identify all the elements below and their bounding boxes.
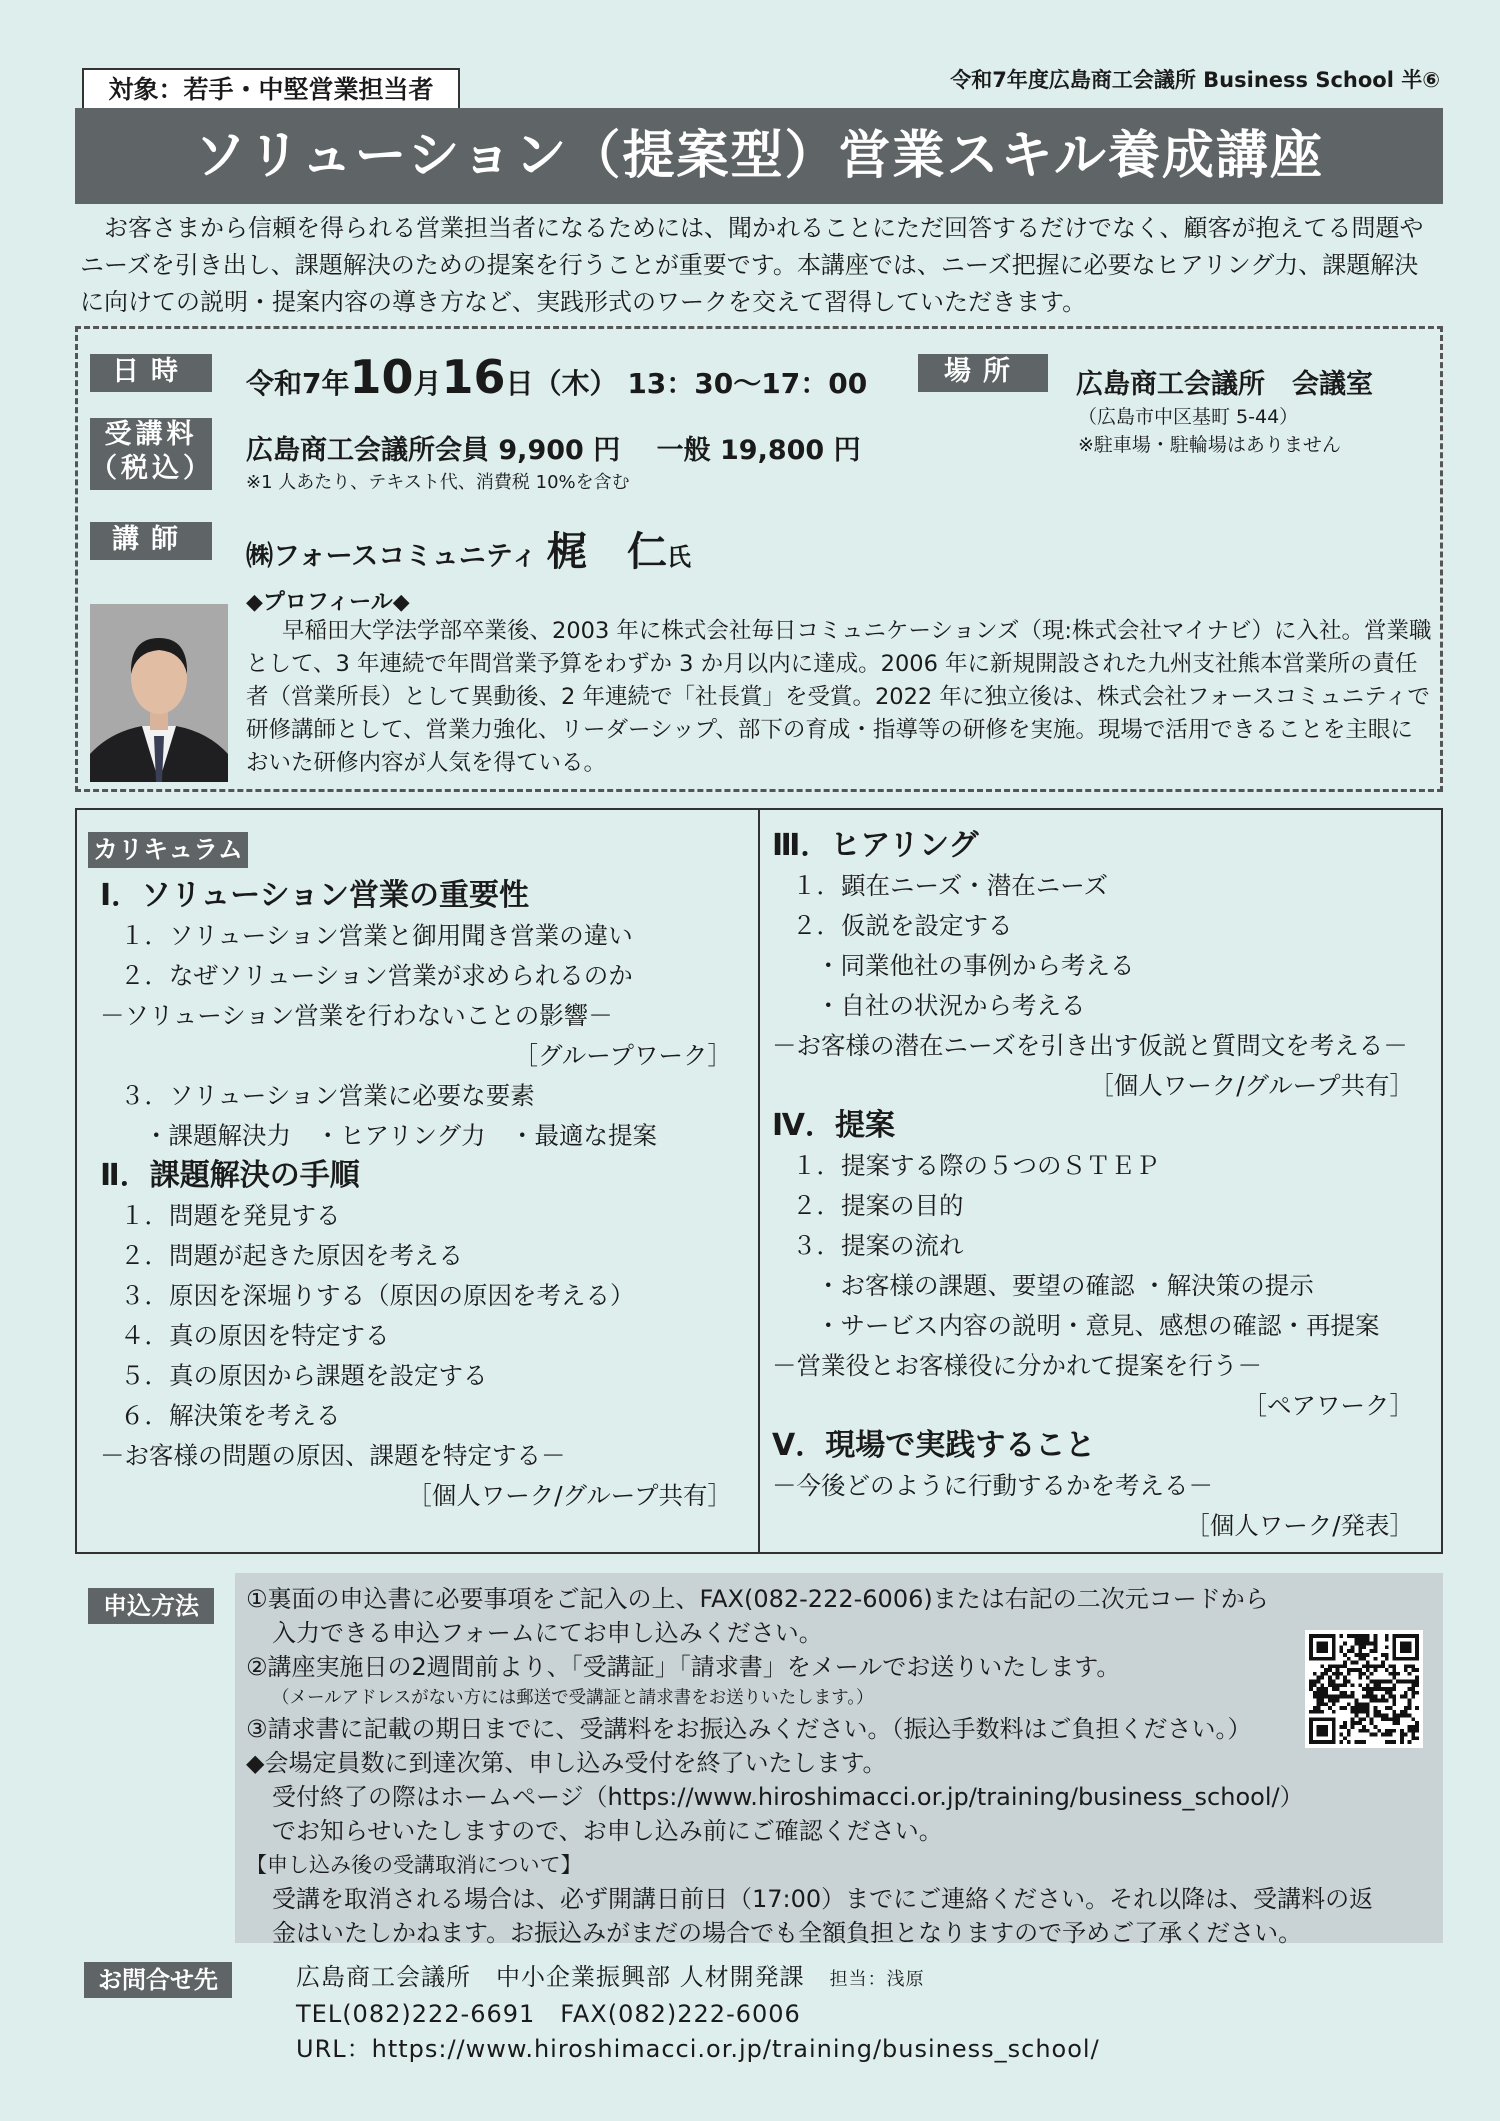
curriculum-label: カリキュラム [88,832,248,868]
application-text [246,1582,1374,1950]
contact-person: 担当：浅原 [829,1969,925,1990]
application-line: 【申し込み後の受講取消について】 [246,1853,582,1877]
lecturer-label: 講師 [90,522,212,560]
curriculum-item: ２．提案の目的 [792,1191,964,1220]
contact-label: お問合せ先 [84,1962,232,1998]
application-line: 受付終了の際はホームページ（https://www.hiroshimacci.or.jp/training/business_school/） [272,1783,1304,1811]
contact-url[interactable]: URL：https://www.hiroshimacci.or.jp/training/business_school/ [296,2035,1100,2063]
curriculum-item: －ソリューション営業を行わないことの影響－ [100,1001,613,1030]
datetime-label: 日時 [90,354,212,392]
curriculum-item: ・お客様の課題、要望の確認 ・解決策の提示 [816,1271,1314,1300]
intro-paragraph: お客さまから信頼を得られる営業担当者になるためには、聞かれることにただ回答するだけでなく、顧客が抱えてる問題やニーズを引き出し、課題解決のための提案を行うことが重要です。本講座では、ニーズ把握に必要なヒアリング力、課題解決に向けての説明・提案内容の導き方など、実践形式のワークを交えて習得していただきます。 [80,214,1424,316]
curriculum-item: ・同業他社の事例から考える [816,951,1135,980]
curriculum-item: １．提案する際の５つのＳＴＥＰ [792,1151,1160,1180]
curriculum-item: －お客様の問題の原因、課題を特定する－ [100,1441,566,1470]
place-note: ※駐車場・駐輪場はありません [1078,434,1341,456]
datetime-month: 10 [349,350,414,404]
curriculum-divider [758,808,760,1554]
page-title: ソリューション（提案型）営業スキル養成講座 [75,108,1443,204]
curriculum-heading: Ⅰ．ソリューション営業の重要性 [100,878,530,913]
application-line: ②講座実施日の2週間前より、「受講証」「請求書」をメールでお送りいたします。 [246,1653,1121,1681]
curriculum-item: １．顕在ニーズ・潜在ニーズ [792,871,1109,900]
application-line: 入力できる申込フォームにてお申し込みください。 [272,1619,823,1647]
fee-note: ※1 人あたり、テキスト代、消費税 10%を含む [246,472,630,493]
curriculum-item: １．問題を発見する [120,1201,341,1230]
curriculum-heading: Ⅱ．課題解決の手順 [100,1158,360,1193]
curriculum-item: －今後どのように行動するかを考える－ [772,1471,1213,1500]
curriculum-left-column [100,876,732,1516]
application-label: 申込方法 [88,1588,214,1624]
fee-label-line1: 受講料 [104,419,198,450]
curriculum-item: ・課題解決力 ・ヒアリング力 ・最適な提案 [144,1121,658,1150]
curriculum-item: ２．なぜソリューション営業が求められるのか [120,961,633,990]
application-line: ◆会場定員数に到達次第、申し込み受付を終了いたします。 [246,1749,887,1777]
lecturer-suffix: 氏 [667,543,692,571]
contact-tel-fax: TEL(082)222-6691 FAX(082)222-6006 [296,2000,801,2028]
curriculum-right-column [772,826,1414,1546]
datetime-time: 13：30～17：00 [627,367,868,400]
curriculum-item: ［ペアワーク］ [1242,1391,1414,1420]
application-line: でお知らせいたしますので、お申し込み前にご確認ください。 [272,1817,943,1845]
fee-value: 広島商工会議所会員 9,900 円 一般 19,800 円 [246,435,861,466]
curriculum-item: ６．解決策を考える [120,1401,341,1430]
application-line: 受講を取消される場合は、必ず開講日前日（17:00）までにご連絡ください。それ以降は、受講料の返 [272,1885,1374,1913]
series-label: 令和7年度広島商工会議所 Business School 半⑥ [950,68,1440,92]
place-name: 広島商工会議所 会議室 [1076,369,1373,400]
target-audience-tag: 対象：若手・中堅営業担当者 [82,68,460,112]
curriculum-item: ２．問題が起きた原因を考える [120,1241,463,1270]
fee-label-line2: （税込） [90,453,214,484]
curriculum-item: ・サービス内容の説明・意見、感想の確認・再提案 [816,1311,1380,1340]
application-line: （メールアドレスがない方には郵送で受講証と請求書をお送りいたします。） [272,1688,874,1708]
curriculum-heading: Ⅲ．ヒアリング [772,828,979,863]
curriculum-heading: Ⅳ．提案 [772,1108,895,1143]
contact-org-line [296,1960,1100,1997]
datetime-day: 16 [441,350,506,404]
curriculum-heading: Ⅴ．現場で実践すること [772,1428,1096,1463]
curriculum-item: ［個人ワーク/発表］ [1185,1511,1414,1540]
datetime-value [246,350,867,404]
curriculum-item: －営業役とお客様役に分かれて提案を行う－ [772,1351,1262,1380]
curriculum-item: ２．仮説を設定する [792,911,1013,940]
profile-heading: ◆プロフィール◆ [246,590,410,615]
curriculum-item: ４．真の原因を特定する [120,1321,390,1350]
curriculum-item: －お客様の潜在ニーズを引き出す仮説と質問文を考える－ [772,1031,1408,1060]
lecturer-company: ㈱フォースコミュニティ [246,541,538,572]
qr-code[interactable] [1305,1630,1423,1748]
curriculum-item: ［グループワーク］ [513,1041,732,1070]
application-line: ③請求書に記載の期日までに、受講料をお振込みください。（振込手数料はご負担ください。） [246,1715,1252,1743]
place-address: （広島市中区基町 5-44） [1078,406,1299,428]
curriculum-item: ３．提案の流れ [792,1231,964,1260]
datetime-month-unit: 月 [413,367,442,400]
application-line: ①裏面の申込書に必要事項をご記入の上、FAX(082-222-6006)または右記の二次元コードから [246,1585,1269,1613]
lecturer-value [246,520,691,577]
curriculum-item: ・自社の状況から考える [816,991,1086,1020]
curriculum-item: ３．原因を深堀りする（原因の原因を考える） [120,1281,635,1310]
fee-label [90,418,212,490]
curriculum-item: ［個人ワーク/グループ共有］ [407,1481,732,1510]
profile-text: 早稲田大学法学部卒業後、2003 年に株式会社毎日コミュニケーションズ（現:株式会社マイナビ）に入社。営業職として、3 年連続で年間営業予算をわずか 3 か月以内に達成。2006 年に新規開設された九州支社熊本営業所の責任者（営業所長）として異動後、2 年連続で「社長賞」を受賞。2022 年に独立後は、株式会社フォースコミュニティで研修講師として、営業力強化、リーダーシップ、部下の育成・指導等の研修を実施。現場で活用できることを主眼においた研修内容が人気を得ている。 [246,618,1432,776]
contact-org: 広島商工会議所 中小企業振興部 人材開発課 [296,1963,805,1991]
datetime-year: 令和7年 [246,367,350,400]
curriculum-item: ［個人ワーク/グループ共有］ [1089,1071,1414,1100]
place-label: 場所 [918,354,1048,392]
lecturer-name: 梶 仁 [547,529,668,575]
contact-info [296,1960,1100,2067]
lecturer-photo [90,604,228,782]
curriculum-item: １．ソリューション営業と御用聞き営業の違い [120,921,633,950]
curriculum-item: ３．ソリューション営業に必要な要素 [120,1081,535,1110]
curriculum-item: ５．真の原因から課題を設定する [120,1361,488,1390]
datetime-day-unit: 日 [505,367,534,400]
application-line: 金はいたしかねます。お振込みがまだの場合でも全額負担となりますので予めご了承ください。 [272,1919,1303,1947]
datetime-weekday: （木） [533,367,618,400]
